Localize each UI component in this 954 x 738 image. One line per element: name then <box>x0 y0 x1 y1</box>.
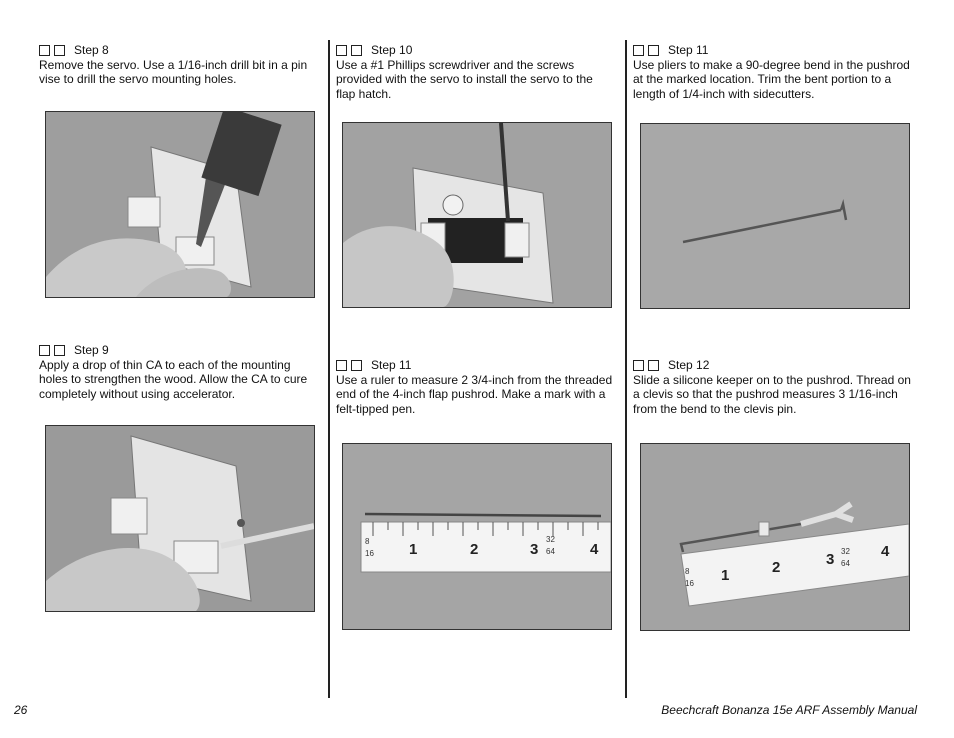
step-checkbox[interactable] <box>351 45 362 56</box>
step-checkbox[interactable] <box>351 360 362 371</box>
measuring-pushrod-photo <box>342 443 612 630</box>
step-checkbox[interactable] <box>633 360 644 371</box>
column-divider-left <box>328 40 330 698</box>
step-checkbox[interactable] <box>39 45 50 56</box>
step-title: Step 12 <box>668 358 710 372</box>
ruler-inch-label: 1 <box>409 541 418 558</box>
ruler-fraction-label: 16 <box>685 579 694 588</box>
ruler-inch-label: 3 <box>530 541 539 558</box>
ruler-inch-label: 4 <box>881 543 890 560</box>
ruler-fraction-label: 8 <box>685 567 690 576</box>
step-11-bend <box>633 43 911 101</box>
step-text: Remove the servo. Use a 1/16-inch drill bit in a pin vise to drill the servo mounting holes. <box>39 57 308 87</box>
step-title: Step 9 <box>74 343 109 357</box>
ruler-inch-label: 1 <box>721 567 730 584</box>
step-checkbox[interactable] <box>54 45 65 56</box>
ruler-fraction-label: 32 <box>546 535 555 544</box>
step-11-measure <box>336 358 614 416</box>
step-checkbox[interactable] <box>648 360 659 371</box>
step-checkbox[interactable] <box>336 360 347 371</box>
step-text: Use a #1 Phillips screwdriver and the screws provided with the servo to install the servo to the flap hatch. <box>336 57 593 101</box>
applying-ca-photo <box>45 425 315 612</box>
clevis-pushrod-photo <box>640 443 910 631</box>
ruler-inch-label: 3 <box>826 551 835 568</box>
step-title: Step 11 <box>371 358 412 372</box>
ruler-fraction-label: 8 <box>365 537 370 546</box>
step-text: Use pliers to make a 90-degree bend in the pushrod at the marked location. Trim the bent portion to a length of 1/4-inch with sidecutters. <box>633 57 910 101</box>
step-text: Slide a silicone keeper on to the pushrod. Thread on a clevis so that the pushrod measures 3 1/16-inch from the bend to the clevis pin. <box>633 372 911 416</box>
step-checkbox[interactable] <box>336 45 347 56</box>
ruler-inch-label: 2 <box>470 541 479 558</box>
ruler-fraction-label: 32 <box>841 547 850 556</box>
ruler-fraction-label: 64 <box>546 547 555 556</box>
bent-pushrod-photo <box>640 123 910 309</box>
ruler-fraction-label: 16 <box>365 549 374 558</box>
step-12 <box>633 358 911 416</box>
step-text: Use a ruler to measure 2 3/4-inch from the threaded end of the 4-inch flap pushrod. Make a mark with a felt-tipped pen. <box>336 372 613 416</box>
ruler-fraction-label: 64 <box>841 559 850 568</box>
step-checkbox[interactable] <box>633 45 644 56</box>
manual-title: Beechcraft Bonanza 15e ARF Assembly Manual <box>661 703 917 717</box>
step-title: Step 11 <box>668 43 709 57</box>
step-checkbox[interactable] <box>39 345 50 356</box>
step-9 <box>39 343 317 401</box>
step-title: Step 10 <box>371 43 413 57</box>
column-divider-right <box>625 40 627 698</box>
ruler-inch-label: 2 <box>772 559 781 576</box>
drilling-holes-photo <box>45 111 315 298</box>
step-checkbox[interactable] <box>54 345 65 356</box>
step-text: Apply a drop of thin CA to each of the mounting holes to strengthen the wood. Allow the CA to cure completely without using accelerator. <box>39 357 308 401</box>
step-8 <box>39 43 317 87</box>
ruler-inch-label: 4 <box>590 541 599 558</box>
step-title: Step 8 <box>74 43 109 57</box>
step-10 <box>336 43 614 101</box>
installing-servo-photo <box>342 122 612 308</box>
page-number: 26 <box>14 703 28 717</box>
step-checkbox[interactable] <box>648 45 659 56</box>
